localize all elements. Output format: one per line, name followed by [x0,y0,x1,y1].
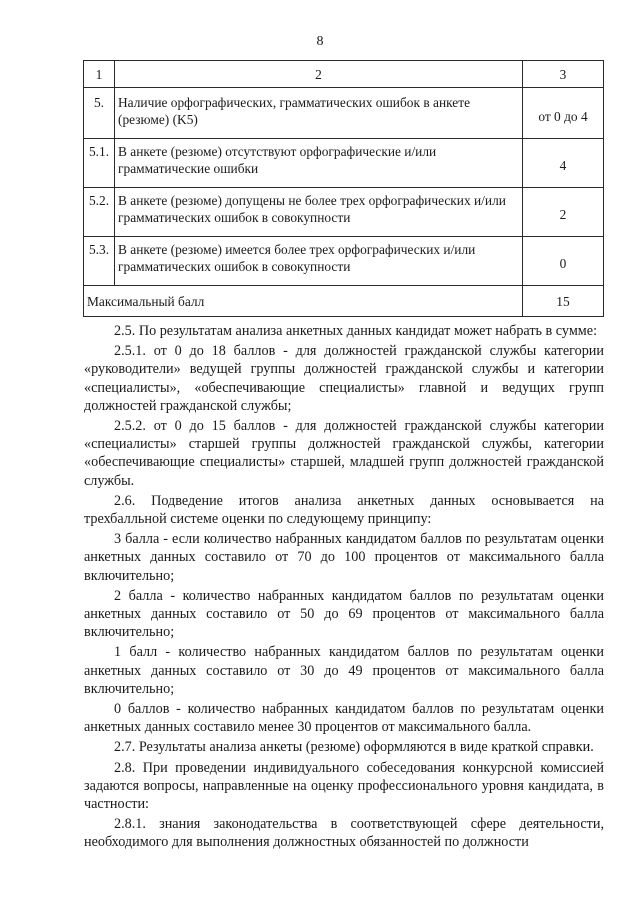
paragraph-2-points: 2 балла - количество набранных кандидатом баллов по результатам оценки анкетных данных составило от 50 до 69 процентов от максимального балла включительно; [84,587,604,641]
paragraph-2-8: 2.8. При проведении индивидуального собеседования конкурсной комиссией задаются вопросы, направленные на оценку профессионального уровня кандидата, в частности: [84,759,604,813]
row-criterion: Наличие орфографических, грамматических ошибок в анкете (резюме) (K5) [115,88,523,139]
paragraph-2-5-2: 2.5.2. от 0 до 15 баллов - для должностей гражданской службы категории «специалисты» старшей группы должностей гражданской службы, категории «обеспечивающие специалисты» старшей, младшей групп должностей гражданской службы. [84,418,604,489]
row-score: от 0 до 4 [523,88,604,139]
paragraph-2-7: 2.7. Результаты анализа анкеты (резюме) оформляются в виде краткой справки. [114,739,594,756]
paragraph-2-5: 2.5. По результатам анализа анкетных данных кандидат может набрать в сумме: [114,323,598,339]
header-cell-3: 3 [523,61,604,88]
row-score: 4 [523,139,604,188]
header-cell-1: 1 [84,61,115,88]
row-criterion: В анкете (резюме) отсутствуют орфографические и/или грамматические ошибки [115,139,523,188]
table-row [84,139,604,188]
paragraph-2-6: 2.6. Подведение итогов анализа анкетных данных основывается на трехбалльной системе оценки по следующему принципу: [84,492,604,528]
row-score: 2 [523,188,604,237]
table-row [84,188,604,237]
row-number: 5.3. [84,237,115,286]
header-cell-2: 2 [115,61,523,88]
criteria-table [83,60,604,317]
paragraph-2-8-1: 2.8.1. знания законодательства в соответствующей сфере деятельности, необходимого для выполнения должностных обязанностей по должности [84,816,604,851]
paragraph-3-points: 3 балла - если количество набранных кандидатом баллов по результатам оценки анкетных данных составило от 70 до 100 процентов от максимального балла включительно; [84,531,604,584]
row-number: 5.1. [84,139,115,188]
table-row [84,88,604,139]
page-number: 8 [316,34,324,49]
table-row [84,237,604,286]
paragraph-1-point: 1 балл - количество набранных кандидатом баллов по результатам оценки анкетных данных составило от 30 до 49 процентов от максимального балла включительно; [84,644,604,697]
max-score-value: 15 [523,286,604,317]
max-score-row [84,286,604,317]
paragraph-0-points: 0 баллов - количество набранных кандидатом баллов по результатам оценки анкетных данных составило менее 30 процентов от максимального балла. [84,701,604,736]
row-number: 5. [84,88,115,139]
paragraph-2-5-1: 2.5.1. от 0 до 18 баллов - для должностей гражданской службы категории «руководители» ведущей группы должностей гражданской службы и категории «специалисты», «обеспечивающие специалисты» главной и ведущих групп должностей гражданской службы; [84,343,604,414]
table-header-row [84,61,604,88]
max-score-label: Максимальный балл [84,286,523,317]
row-criterion: В анкете (резюме) допущены не более трех орфографических и/или грамматических ошибок в совокупности [115,188,523,237]
row-score: 0 [523,237,604,286]
row-criterion: В анкете (резюме) имеется более трех орфографических и/или грамматических ошибок в совокупности [115,237,523,286]
body-text [84,322,604,854]
row-number: 5.2. [84,188,115,237]
